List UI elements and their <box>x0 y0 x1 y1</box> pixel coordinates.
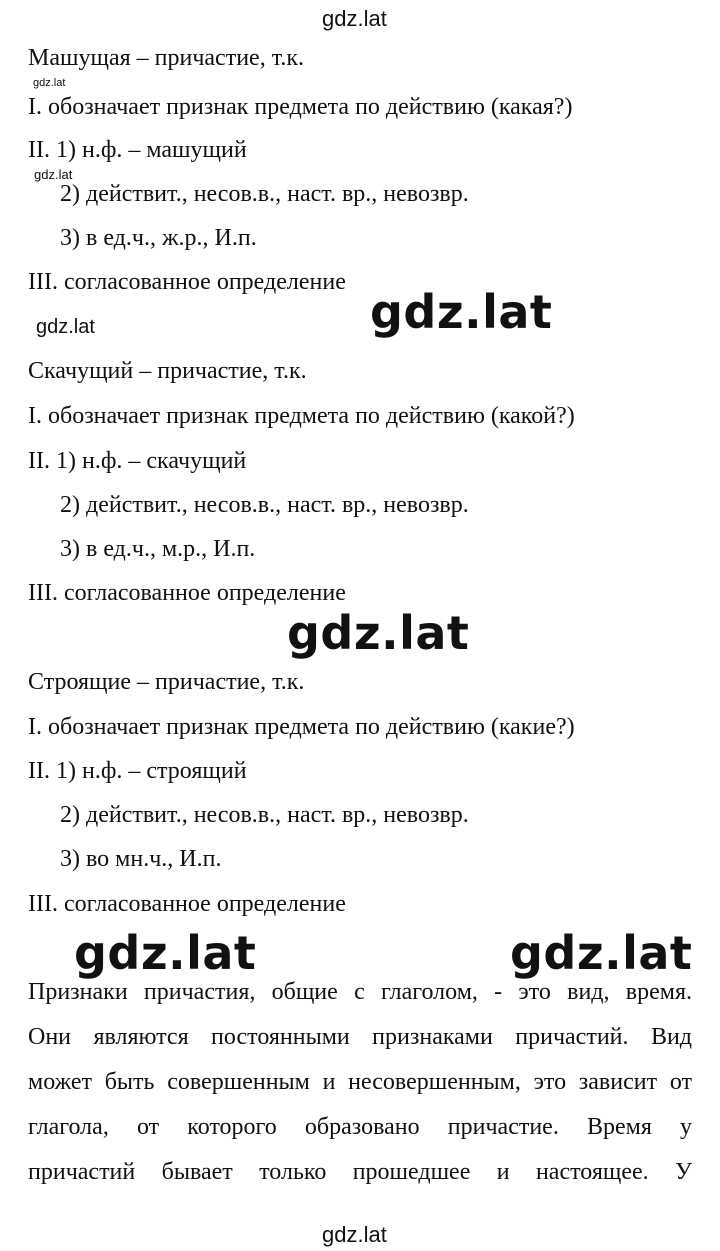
block3-heading: Строящие – причастие, т.к. <box>28 669 305 695</box>
watermark-large: gdz.lat <box>510 926 693 980</box>
block2-item-i: I. обозначает признак предмета по действию (какой?) <box>28 403 575 429</box>
block3-item-i: I. обозначает признак предмета по действию (какие?) <box>28 714 575 740</box>
watermark-large: gdz.lat <box>74 926 257 980</box>
block2-item-iii: III. согласованное определение <box>28 580 346 606</box>
watermark-tiny: gdz.lat <box>34 167 73 182</box>
paragraph-line: Они являются постоянными признаками причастий. Вид <box>28 1024 692 1050</box>
watermark-small: gdz.lat <box>36 316 95 338</box>
explanation-paragraph <box>28 970 692 1195</box>
paragraph-line: причастий бывает только прошедшее и настоящее. У <box>28 1159 692 1185</box>
paragraph-line: Признаки причастия, общие с глаголом, - это вид, время. <box>28 979 692 1005</box>
watermark-top: gdz.lat <box>322 6 387 31</box>
block2-heading: Скачущий – причастие, т.к. <box>28 358 307 384</box>
block1-item-ii-3: 3) в ед.ч., ж.р., И.п. <box>60 225 257 251</box>
block3-item-ii: II. 1) н.ф. – строящий <box>28 758 247 784</box>
watermark-large: gdz.lat <box>287 606 470 660</box>
block3-item-iii: III. согласованное определение <box>28 891 346 917</box>
paragraph-line: может быть совершенным и несовершенным, это зависит от <box>28 1069 692 1095</box>
watermark-bottom: gdz.lat <box>322 1222 387 1247</box>
block2-item-ii-2: 2) действит., несов.в., наст. вр., невозвр. <box>60 492 469 518</box>
block2-item-ii-3: 3) в ед.ч., м.р., И.п. <box>60 536 256 562</box>
paragraph-line: глагола, от которого образовано причастие. Время у <box>28 1114 692 1140</box>
block1-heading: Машущая – причастие, т.к. <box>28 45 305 71</box>
block1-item-iii: III. согласованное определение <box>28 269 346 295</box>
block1-item-ii-2: 2) действит., несов.в., наст. вр., невозвр. <box>60 181 469 207</box>
watermark-large: gdz.lat <box>370 285 553 339</box>
block1-item-ii: II. 1) н.ф. – машущий <box>28 137 247 163</box>
block3-item-ii-2: 2) действит., несов.в., наст. вр., невозвр. <box>60 802 469 828</box>
block3-item-ii-3: 3) во мн.ч., И.п. <box>60 846 222 872</box>
block1-item-i: I. обозначает признак предмета по действию (какая?) <box>28 94 573 120</box>
block2-item-ii: II. 1) н.ф. – скачущий <box>28 448 247 474</box>
watermark-tiny: gdz.lat <box>33 77 66 89</box>
